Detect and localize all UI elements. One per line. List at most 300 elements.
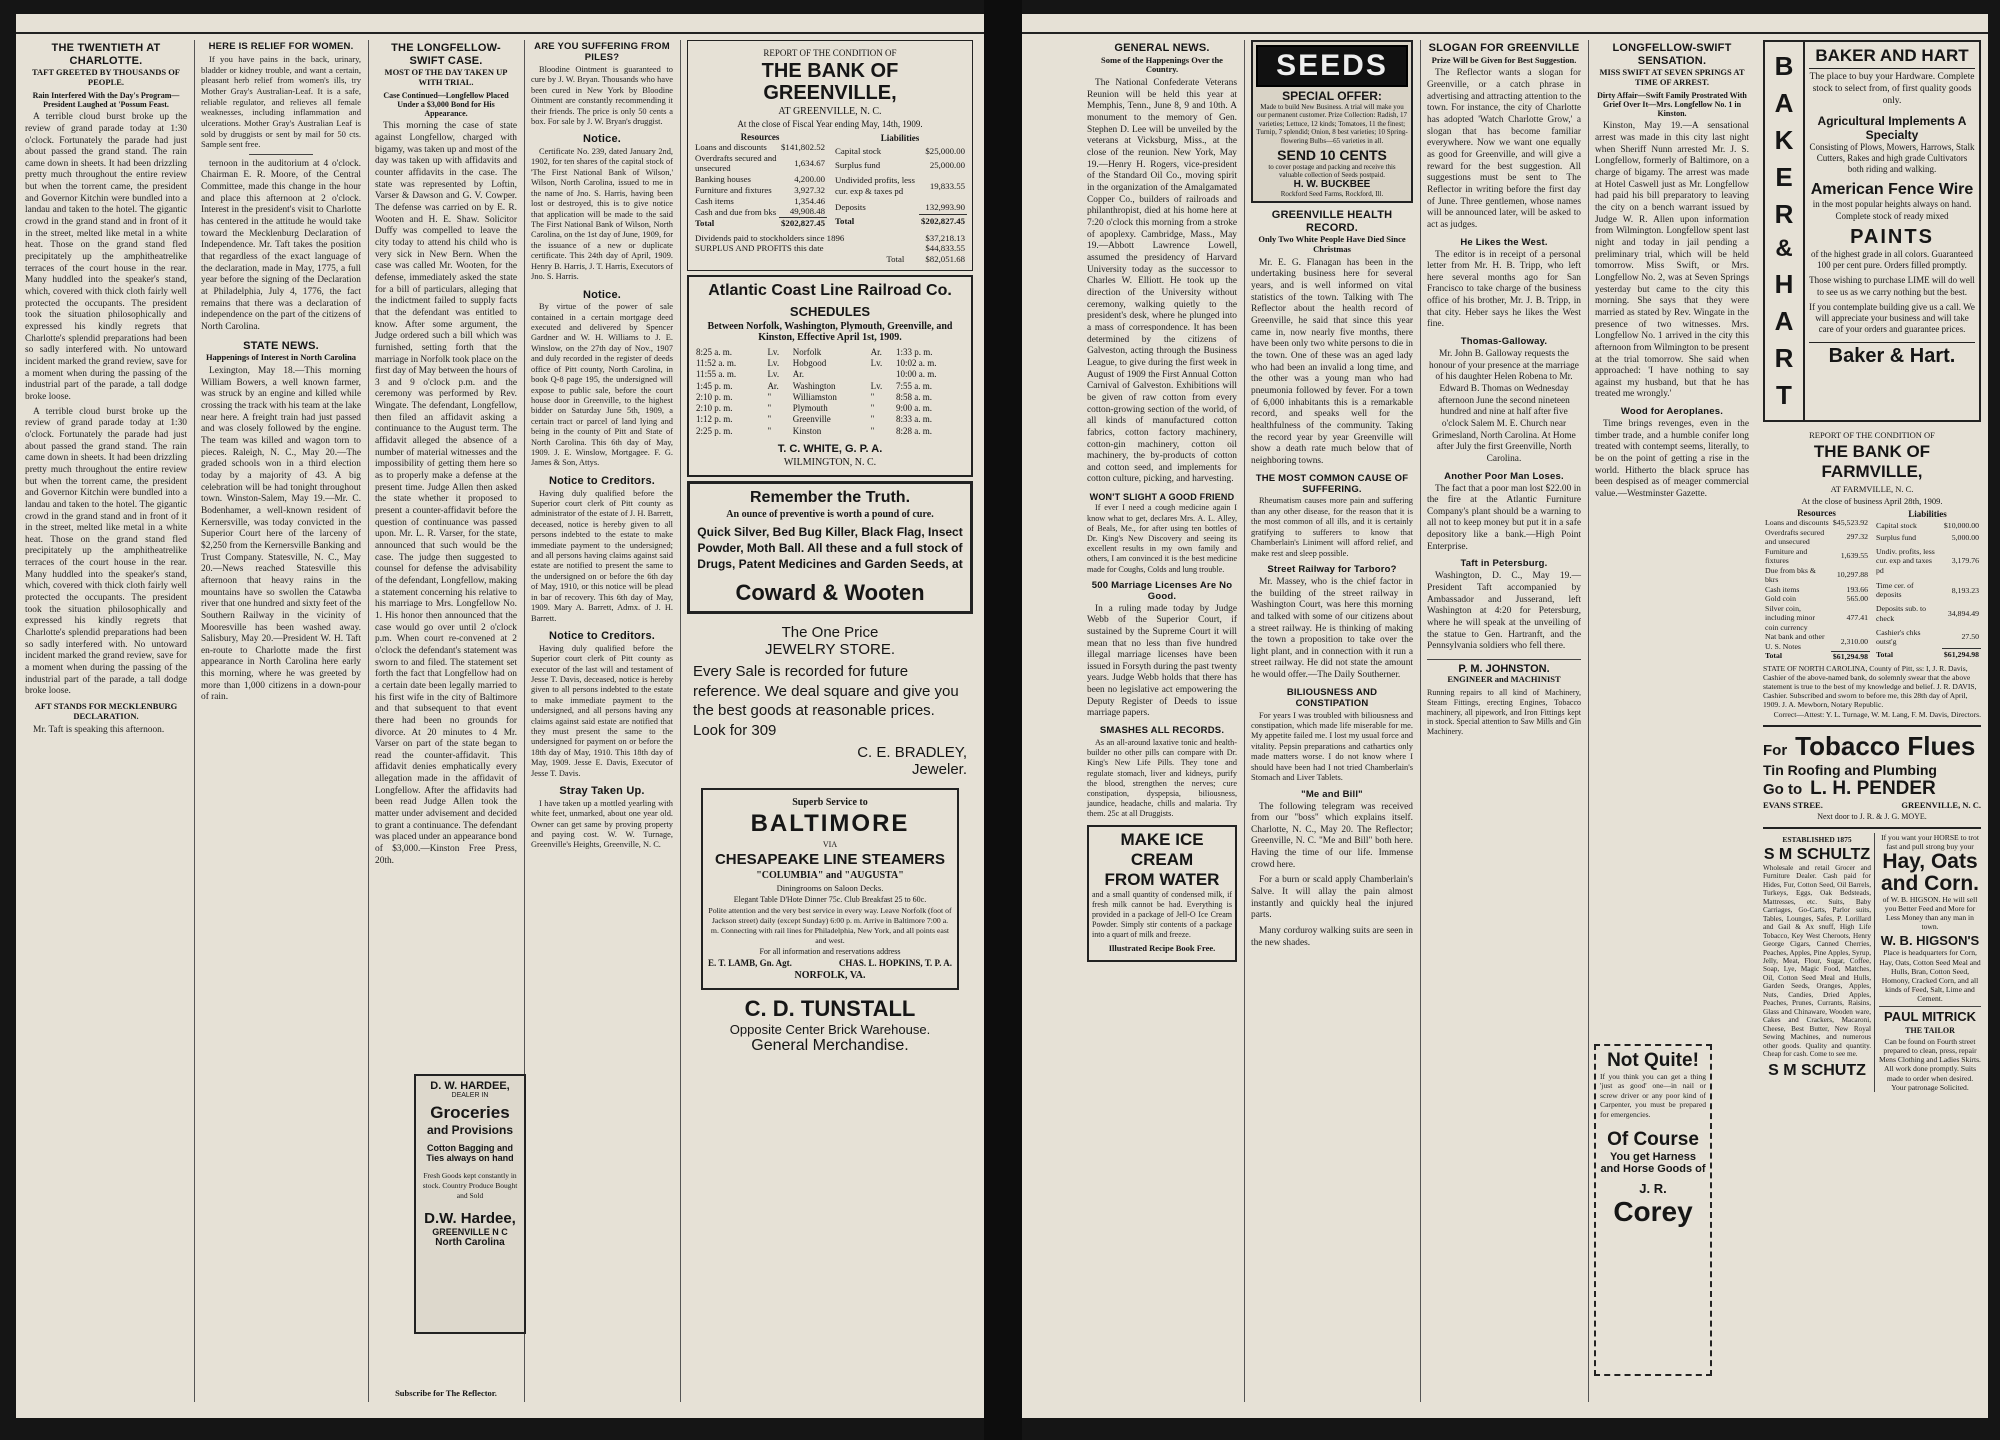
farmville-liability-row bbox=[1874, 520, 1981, 532]
balt-via: VIA bbox=[822, 840, 838, 850]
farmville-liability-label: Cashier's chks outst'g bbox=[1876, 627, 1921, 646]
seeds-send-body: to cover postage and packing and receive this valuable collection of Seeds postpaid. bbox=[1268, 162, 1396, 179]
balt-line: CHESAPEAKE LINE STEAMERS bbox=[714, 851, 946, 869]
bakerhart-lime: Those wishing to purchase LIME will do well to see us as we carry nothing but the best. bbox=[1809, 275, 1975, 297]
notquite-name-2: Corey bbox=[1613, 1196, 1693, 1228]
bank-resource-value: 4,200.00 bbox=[794, 174, 825, 185]
acl-schedule-row bbox=[694, 426, 966, 437]
bank-div-value: $37,218.13 bbox=[925, 232, 965, 243]
bakerhart-name: Baker & Hart. bbox=[1809, 342, 1975, 368]
hardee-ties: Ties always on hand bbox=[426, 1153, 514, 1163]
schultz-signature: S M SCHUTZ bbox=[1768, 1061, 1866, 1079]
ad-atlantic-coast-line bbox=[687, 275, 973, 477]
acl-schedule-cell: 2:10 p. m. bbox=[696, 403, 733, 414]
acl-schedule-cell: 1:12 p. m. bbox=[696, 414, 733, 425]
ad-seeds bbox=[1251, 40, 1413, 203]
acl-schedule-cell: Lv. bbox=[767, 358, 780, 369]
body-common-cause: Rheumatism causes more pain and suffering than any other disease, for the reason that it is the most common of all ills, and it is certainly gratifying to sufferers to know that Chamberlain's Liniment will afford relief, and make rest and sleep possible. bbox=[1251, 496, 1413, 558]
headline-health-record: GREENVILLE HEALTH RECORD. bbox=[1271, 208, 1393, 234]
bank-liability-label: Deposits bbox=[835, 201, 866, 212]
acl-title: Atlantic Coast Line Railroad Co. bbox=[708, 281, 952, 299]
farmville-liability-value: 27.50 bbox=[1961, 632, 1979, 641]
truth-body: Quick Silver, Bed Bug Killer, Black Flag, Insect Powder, Moth Ball. All these and a full stock of Drugs, Patent Medicines and Garden Seeds, at bbox=[697, 524, 963, 572]
tobacco-next: Next door to J. R. & J. G. MOYE. bbox=[1817, 811, 1927, 821]
balt-agent-1: E. T. LAMB, Gn. Agt. bbox=[708, 958, 792, 969]
bakerhart-paints: PAINTS bbox=[1850, 225, 1934, 248]
headline-piles: ARE YOU SUFFERING FROM PILES? bbox=[534, 41, 670, 63]
body-walking-suits: Many corduroy walking suits are seen in the new shades. bbox=[1251, 926, 1413, 948]
body-me-and-bill: The following telegram was received from our "boss" which explains itself. Charlotte, N. C., May 20. The Reflector; Greenville, N. C. "Me and Bill" both here. Having the time of our life. Immense crowd here. bbox=[1251, 801, 1413, 870]
jewelry-body: Every Sale is recorded for future reference. We deal square and give you the best goods at reasonable prices. Look for 309 bbox=[693, 663, 959, 739]
body-street-railway: Mr. Massey, who is the chief factor in the building of the street railway in Washington Court, was here this morning and talked with some of our citizens about a street railway. He is thinking of making the town a proposition to take over the light plant, and in connection with it run a street railway. He did not state the amount he would offer.—The Daily Southerner. bbox=[1251, 576, 1413, 681]
ad-schultz bbox=[1763, 833, 1875, 1092]
icecream-body: and a small quantity of condensed milk, if fresh milk cannot be had. Everything is provided in a package of Jell-O Ice Cream Powder. Simply stir contents of a package into a quart of milk and freeze. bbox=[1092, 890, 1232, 940]
farmville-resource-value: 297.32 bbox=[1846, 532, 1868, 542]
farmville-liability-value: 8,193.23 bbox=[1951, 585, 1979, 595]
acl-schedule-row bbox=[694, 392, 966, 403]
body-creditors-2: Having duly qualified before the Superior court clerk of Pitt county as executor of the last will and testament of Jesse T. Davis, deceased, notice is hereby given to all persons indebted to the estate to make immediate payment to the undersigned, and all persons having any claims against said estate are notified that they must present the same to the undersigned for payment on or before the 18th day of May, 1910. This 18th day of May, 1909. Jesse E. Davis, Executor of Jesse T. Davis. bbox=[531, 643, 673, 778]
acl-schedule-cell: " bbox=[767, 425, 772, 436]
farmville-resource-value: 565.00 bbox=[1846, 594, 1868, 603]
acl-schedule-cell: " bbox=[767, 403, 772, 414]
schultz-name: S M SCHULTZ bbox=[1763, 845, 1871, 863]
headline-notice-2: Notice. bbox=[582, 288, 622, 301]
deck-longfellow-sensation: Dirty Affair—Swift Family Prostrated With Grief Over It—Mrs. Longfellow No. 1 in Kinston. bbox=[1597, 90, 1747, 119]
farmville-resources-table bbox=[1763, 508, 1870, 661]
seeds-address: Rockford Seed Farms, Rockford, Ill. bbox=[1280, 189, 1384, 198]
top-rule bbox=[1022, 32, 1988, 34]
bakerhart-vertical-letter: A bbox=[1774, 87, 1794, 118]
ad-tobacco-flues bbox=[1763, 725, 1981, 829]
bank-liability-label: Total bbox=[835, 216, 855, 227]
column-rule bbox=[368, 40, 369, 1402]
farmville-resource-value: 193.66 bbox=[1846, 584, 1868, 594]
body-taft-continued: ternoon in the auditorium at 4 o'clock. Chairman E. R. Moore, of the Central Committee, made this change in the hour and place this afternoon at 2 o'clock. Interest in the president's visit to Charlotte has centered in the attitude he would take toward the Mecklenburg Declaration of Independence. Mr. Taft takes the position that regardless of the exact language of the declaration, made in May, 1775, a full year before the signing of the Declaration at Philadelphia, July 4, 1776, the fact remains that there was a declaration of independence on the part of the citizens of North Carolina. bbox=[201, 158, 361, 333]
acl-schedule-cell: Ar. bbox=[870, 346, 882, 357]
ad-mitrick bbox=[1879, 1006, 1981, 1092]
farmville-resource-value: 1,639.55 bbox=[1840, 551, 1868, 561]
bakerhart-ag-body: Consisting of Plows, Mowers, Harrows, Stalk Cutters, Rakes and high grade Cultivators both riding and walking. bbox=[1809, 141, 1975, 175]
deck-taft: Rain Interfered With the Day's Program—President Laughed at 'Possum Feast. bbox=[32, 90, 180, 109]
farmville-liabilities-heading: Liabilities bbox=[1908, 509, 1947, 520]
bank-resource-label: Total bbox=[695, 217, 715, 228]
acl-schedule-cell: 11:55 a. m. bbox=[696, 369, 737, 380]
column-taft bbox=[20, 40, 192, 1402]
farmville-liabilities-table bbox=[1874, 508, 1981, 661]
headline-common-cause: THE MOST COMMON CAUSE OF SUFFERING. bbox=[1255, 472, 1409, 495]
headline-aeroplanes: Wood for Aeroplanes. bbox=[1620, 406, 1724, 418]
bank-resource-label: Furniture and fixtures bbox=[695, 184, 772, 195]
bank-liability-label: Surplus fund bbox=[835, 160, 881, 171]
hay-name: W. B. HIGSON'S bbox=[1880, 933, 1980, 949]
hay-body: Place is headquarters for Corn, Hay, Oats, Cotton Seed Meal and Hulls, Bran, Cotton Seed, Homony, Cracked Corn, and all kinds of Feed, Salt, Lime and Cement. bbox=[1879, 948, 1981, 1003]
acl-schedule-cell: " bbox=[767, 414, 772, 425]
acl-schedule-cell: 8:58 a. m. bbox=[895, 391, 932, 402]
subhead-slogan: Prize Will be Given for Best Suggestion. bbox=[1431, 54, 1577, 65]
notquite-course: Of Course bbox=[1607, 1129, 1699, 1151]
divider bbox=[249, 154, 313, 155]
seeds-firm: H. W. BUCKBEE bbox=[1293, 178, 1371, 190]
body-good-friend: If ever I need a cough medicine again I know what to get, declares Mrs. A. L. Alley, of Beals, Me., for after using ten bottles of Dr. King's New Discovery and seeing its excellent results in my own family and others, I am convinced it is the best medicine made for Coughs, Colds and lung trouble. bbox=[1087, 503, 1237, 574]
farmville-resource-value: 477.41 bbox=[1846, 613, 1868, 622]
farmville-resource-label: Due from bks & bkrs bbox=[1765, 565, 1816, 584]
icecream-title: MAKE ICE CREAM bbox=[1120, 830, 1204, 870]
hardee-cotton: Cotton Bagging and bbox=[427, 1143, 513, 1153]
ad-not-quite bbox=[1594, 1044, 1712, 1376]
body-aeroplanes: Time brings revenges, even in the timber trade, and a humble conifer long treated with contempt seems, literally, to be on the point of getting a rise in the world. Hitherto the black spruce has been despised as of meager commercial value.—Westminster Gazette. bbox=[1595, 419, 1749, 499]
ad-baltimore-steamers bbox=[701, 788, 959, 990]
farmville-liability-label: Capital stock bbox=[1876, 521, 1917, 531]
headline-slogan: SLOGAN FOR GREENVILLE bbox=[1428, 42, 1580, 54]
farmville-resource-value: $61,294.98 bbox=[1832, 651, 1868, 661]
ad-bank-farmville bbox=[1763, 430, 1981, 719]
acl-schedule-cell: " bbox=[870, 425, 875, 436]
notquite-body: If you think you can get a thing 'just as good' one—in nail or screw driver or any poor kind of Carpenter, you must be prepared for emergencies. bbox=[1600, 1072, 1706, 1119]
hay-title: Hay, Oats and Corn. bbox=[1881, 849, 1979, 895]
subhead-general-news: Some of the Happenings Over the Country. bbox=[1101, 54, 1223, 75]
farmville-liability-value: 5,000.00 bbox=[1951, 533, 1979, 543]
body-slogan: The Reflector wants a slogan for Greenville, or a catch phrase in advertising and attracting attention to the town. For instance, the city of Charlotte has adopted 'Watch Charlotte Grow,' a slogan that has become familiar everywhere. Now we want one equally as good for Greenville, and will give a reward for the best suggestion. All suggestions must be sent to The Reflector in writing before the first day of June. Three gentlemen, whose names will be announced later, will be asked to act as judges. bbox=[1427, 68, 1581, 230]
balt-more: For all information and reservations address bbox=[759, 947, 901, 957]
headline-creditors-1: Notice to Creditors. bbox=[548, 474, 656, 487]
tunstall-trade: General Merchandise. bbox=[751, 1037, 909, 1055]
bank-resource-row bbox=[693, 206, 827, 217]
hay-lead: If you want your HORSE to trot fast and pull strong buy your bbox=[1881, 832, 1979, 851]
acl-schedule-cell: Lv. bbox=[767, 346, 780, 357]
bank-tables bbox=[693, 132, 967, 229]
bank-resource-row bbox=[693, 153, 827, 174]
tobacco-headline bbox=[1763, 731, 1981, 762]
body-wedding: Mr. John B. Galloway requests the honour of your presence at the marriage of his daughter Helen Robena to Mr. Edward B. Thomas on Wednesday afternoon June the second nineteen hundred and nine at half after five o'clock Salem M. E. Church near Grimesland, North Carolina. At Home after July the first Greenville, North Carolina. bbox=[1429, 349, 1579, 464]
farmville-resource-row bbox=[1763, 547, 1870, 566]
headline-longfellow-case: THE LONGFELLOW-SWIFT CASE. bbox=[391, 42, 501, 67]
subhead-taft: TAFT GREETED BY THOUSANDS OF PEOPLE. bbox=[32, 67, 180, 88]
icecream-title-2: FROM WATER bbox=[1104, 870, 1220, 890]
acl-schedules: SCHEDULES bbox=[789, 303, 871, 319]
bank-div-label: Dividends paid to stockholders since 1896 bbox=[695, 232, 845, 243]
seeds-body: Made to build New Business. A trial will make you our permanent customer. Prize Collection: Radish, 17 varieties; Lettuce, 12 kinds; Tomatoes, 11 the finest; Turnip, 7 splendid; Onion, 8 best varieties; 10 Spring-flowering Bulbs—65 varieties in all. bbox=[1256, 103, 1408, 145]
bakerhart-content bbox=[1809, 46, 1975, 416]
farmville-resource-row bbox=[1763, 632, 1870, 651]
acl-schedule-cell: Greenville bbox=[792, 414, 831, 425]
bank-label: REPORT OF THE CONDITION OF bbox=[763, 48, 897, 58]
bakerhart-vertical-letter: B bbox=[1774, 50, 1794, 81]
farmville-resource-label: Silver coin, including minor coin currency bbox=[1765, 603, 1816, 632]
bakerhart-vertical bbox=[1765, 42, 1805, 420]
headline-general-news: GENERAL NEWS. bbox=[1114, 42, 1210, 54]
headline-longfellow-sensation: LONGFELLOW-SWIFT SENSATION. bbox=[1612, 42, 1732, 67]
acl-schedule-row bbox=[694, 369, 966, 380]
acl-schedule-cell: " bbox=[870, 414, 875, 425]
acl-schedule-row bbox=[694, 358, 966, 369]
bank-resource-label: Loans and discounts bbox=[695, 142, 767, 152]
farmville-resource-value: 10,297.88 bbox=[1836, 570, 1868, 580]
tunstall-name: C. D. TUNSTALL bbox=[744, 996, 916, 1022]
jewelry-name: C. E. BRADLEY, bbox=[857, 744, 967, 762]
acl-schedule-cell: 1:33 p. m. bbox=[895, 346, 933, 357]
body-general-news: The National Confederate Veterans Reunion will be held this year at Memphis, Tenn., June 8, 9 and 10th. A monument to the memory of Gen. Stephen D. Lee will be unveiled by the veterans at Vicksburg, Miss., at the close of the reunion. New York, May 19.—Henry H. Rogers, vice-president of the Standard Oil Co., moving spirit in the organization of the Amalgamated Copper Co., builders of railroads and philanthropist, died at his home here at 7:20 o'clock this morning from a stroke of apoplexy. Cambridge, Mass., May 19.—Abbott Lawrence Lowell, assumed the presidency of Harvard University today as the successor to Charles W. Elliott. He took up the direction of the University without ceremony, walking quietly to the president's desk, where he plunged into a mass of correspondence. It has been determined by the citizens of Galveston, acting through the Business League, to give during the first week in August of 1909 the First Annual Cotton Carnival of Galveston. Exhibitions will be given of raw cotton from every cotton-growing section of the world, of all kinds of manufactured cotton fabrics, cotton factory machinery, cotton-gin machinery, cotton oil machinery, the by-products of cotton and cotton seed, and implements for cotton culture, picking, and harvesting. bbox=[1087, 78, 1237, 485]
farmville-resource-label: Overdrafts secured and unsecured bbox=[1765, 527, 1825, 546]
farmville-resource-row bbox=[1763, 594, 1870, 604]
balt-meals: Elegant Table D'Hote Dinner 75c. Club Breakfast 25 to 60c. bbox=[733, 895, 927, 905]
acl-schedule-cell: 1:45 p. m. bbox=[696, 380, 733, 391]
bank-resource-label: Cash and due from bks bbox=[695, 206, 777, 217]
bank-liability-label: Undivided profits, less cur. exp & taxes pd bbox=[835, 175, 915, 197]
headline-street-railway: Street Railway for Tarboro? bbox=[1267, 563, 1397, 575]
bank-liability-label: Capital stock bbox=[835, 146, 882, 157]
balt-city-2: NORFOLK, VA. bbox=[794, 970, 866, 982]
column-rule bbox=[680, 40, 681, 1402]
bank-resources-table bbox=[693, 132, 827, 229]
body-taft-repeat: A terrible cloud burst broke up the review of grand parade today at 1:30 o'clock. Fortunately the parade had just about passed the grand stand. The rain came down in sheets. It had been drizzling pretty much throughout the entire review but when the torrent came, the president and Governor Kitchin were bundled into a landau and taken to the hotel. The gigantic crowd in the grand stand and in front of it in the street, melted like metal in a white heat. Those on the grand stand fled precipitately up the amphitheatrelike terraces of the court house in the rear. Many huddled into the speaker's stand, which, covered with thick cloth fairly well protected the occupants. The president took the situation philosophically and expressed his kindly regrets that Charlotte's splendid preparations had been so sadly interfered with. No untoward incident marked the grand review, save for a moment when during the passing of the industrial part of the parade, a tall dodge broke loose. bbox=[25, 406, 187, 697]
balt-city: BALTIMORE bbox=[750, 810, 910, 838]
balt-agent-2: CHAS. L. HOPKINS, T. P. A. bbox=[838, 958, 952, 969]
body-smashes-records: As an all-around laxative tonic and health-builder no other pills can compare with Dr. King's New Life Pills. They tone and regulate stomach, liver and kidneys, purify the blood, strengthen the nerves; cure constipation, dyspepsia, biliousness, jaundice, headache, chills and malaria. Try them. 25c at all Druggists. bbox=[1087, 738, 1237, 819]
icecream-tag: Illustrated Recipe Book Free. bbox=[1108, 942, 1216, 953]
johnston-trade: ENGINEER and MACHINIST bbox=[1447, 673, 1561, 684]
bank-resource-value: 1,354.46 bbox=[794, 195, 825, 206]
body-health-record: Mr. E. G. Flanagan has been in the undertaking business here for several years, and is well informed on vital statistics of the town. Talking with The Reflector about the health record of Greenville, he said that since this year came in, now nearly five months, there have been only two white persons to die in the town. One of these was an aged lady who had been an invalid a long time, and the other was a young man who had pneumonia followed by fever. For a town of 6,000 inhabitants this is a remarkable record, and speaks well for the healthfulness of the community. Taking the record year by year Greenville will show a death rate much below that of neighboring towns. bbox=[1251, 257, 1413, 466]
column-general-news bbox=[1082, 40, 1242, 1402]
ads-bottom-row bbox=[1763, 833, 1981, 1092]
acl-schedule-cell: Hobgood bbox=[792, 358, 827, 369]
bank-liability-row bbox=[833, 214, 967, 228]
balt-agents bbox=[708, 958, 952, 968]
jewelry-title: The One Price bbox=[781, 624, 879, 642]
acl-schedule-cell: Lv. bbox=[870, 380, 883, 391]
farmville-place: AT FARMVILLE, N. C. bbox=[1830, 484, 1914, 494]
acl-city: WILMINGTON, N. C. bbox=[783, 456, 877, 468]
farmville-resource-row bbox=[1763, 528, 1870, 547]
headline-good-friend: WON'T SLIGHT A GOOD FRIEND bbox=[1089, 492, 1235, 503]
bakerhart-vertical-letter: E bbox=[1775, 161, 1793, 192]
acl-schedule-row bbox=[694, 347, 966, 358]
farmville-resource-value: $45,523.92 bbox=[1832, 518, 1868, 527]
body-piles: Bloodine Ointment is guaranteed to cure by J. W. Bryan. Thousands who have been cured in New York by Bloodine Ointment are constantly recommending it their friends. The price is only 50 cents a box. For sale by J. W. Bryan's druggist. bbox=[531, 64, 673, 126]
truth-line: An ounce of preventive is worth a pound of cure. bbox=[726, 508, 934, 520]
tobacco-city: GREENVILLE, N. C. bbox=[1901, 799, 1981, 810]
farmville-resource-value: 2,310.00 bbox=[1840, 636, 1868, 646]
bank-liabilities-table bbox=[833, 132, 967, 229]
ad-hardee bbox=[414, 1074, 526, 1334]
body-biliousness: For years I was troubled with biliousness and constipation, which made life miserable for me. My appetite failed me. I lost my usual force and vitality. Pepsin preparations and cathartics only made matters worse. I do not know where I should have been had I not tried Chamberlain's Stomach and Liver Tablets. bbox=[1251, 710, 1413, 783]
body-taft-petersburg: Washington, D. C., May 19.—President Taft accompanied by Ambassador and Jusserand, left Washington at 4:20 for Petersburg, where he will speak at the unveiling of the statue to Gen. Hartranft, and the Pennsylvania soldiers who fell there. bbox=[1427, 571, 1581, 652]
body-longfellow-case: This morning the case of state against Longfellow, charged with bigamy, was taken up and most of the day was taken up with affidavits and counter affidavits in the case. The state was represented by Loftin, Varser & Dawson and G. V. Cowper. The defense was carried on by E. R. Wooten and H. E. Shaw. Solicitor Duffy was compelled to leave the city today to attend his child who is very sick in New Bern. When the case was called Mr. Wooten, for the defense, immediately asked the state for a bill of particulars, alleging that the indictment failed to supply facts that the defendant was entitled to know. After some argument, the Judge ordered such a bill which was furnished, setting forth that the marriage in Norfolk took place on the first day of May between the hours of 3 and 9 o'clock p.m. and the ceremony was performed by Rev. Wingate. The defendant, Longfellow, then filed an affidavit asking a continuance to the August term. The affidavit alleged the absence of a number of material witnesses and the impossibility of getting them here so as to properly make a defense at the present time. Judge Allen then asked the state whether it proposed to present a counter-affidavit before the question of continuance was passed upon. Mr. L. R. Varser, for the state, announced that such would be the case. The judge then suggested to counsel for defense the advisability of the defendant, Longfellow, making a statement concerning his relative to his marriage to Mrs. Longfellow No. 1. His honor then announced that the case would go over until 2 o'clock p.m. When court re-convened at 2 o'clock the defendant's statement was sworn to and filed. The statement set forth the fact that Longfellow had on a certain date been legally married to his first wife in the city of Baltimore and that subsequent to that event there had been no grounds for divorce. At 20 minutes to 4 Mr. Varser on part of the state began to read the counter-affidavit. This affidavit denies emphatically every allegation made in the affidavit of Longfellow. After the affidavits had been read Judge Allen took the matter under advisement and decided to grant a continuance. The defendant was placed under an appearance bond of $3,000.—Kinston Free Press, 20th. bbox=[375, 121, 517, 866]
newspaper-page-right bbox=[1022, 14, 1988, 1418]
acl-schedule-cell: Norfolk bbox=[792, 346, 822, 357]
bank-resource-row bbox=[693, 174, 827, 185]
bank-resource-row bbox=[693, 196, 827, 207]
bank-liability-row bbox=[833, 172, 967, 200]
body-poor-man: The fact that a poor man lost $22.00 in the fire at the Atlantic Furniture Company's plant should be a warning to all not to keep money but put it in a safe depository like a bank.—High Point Enterprise. bbox=[1427, 483, 1581, 552]
mitrick-name: PAUL MITRICK bbox=[1884, 1009, 1976, 1025]
bank-total-value: $82,051.68 bbox=[925, 254, 965, 265]
acl-schedule-cell: " bbox=[870, 391, 875, 402]
body-notice-2: By virtue of the power of sale contained in a certain mortgage deed executed and delivered by Spencer Gardner and W. H. Williams to J. E. Winslow, on the 27th day of Nov., 1907 and duly recorded in the register of deeds office of Pitt county, North Carolina, in book Q-8 page 195, the undersigned will expose to public sale, before the court house door in Greenville, to the highest bidder on Saturday June 5th, 1909, a certain tract or parcel of land lying and being in the county of Pitt and State of North Carolina. This 6th day of May, 1909. J. E. Winslow, Mortgagee. F. G. James & Son, Attys. bbox=[531, 302, 673, 468]
acl-schedule-row bbox=[694, 414, 966, 425]
hardee-name: D.W. Hardee, bbox=[424, 1210, 516, 1228]
acl-schedule-cell: 7:55 a. m. bbox=[895, 380, 932, 391]
headline-stray: Stray Taken Up. bbox=[559, 785, 645, 798]
farmville-resource-label: Cash items bbox=[1765, 584, 1800, 594]
mitrick-body: Can be found on Fourth street prepared to clean, press, repair Mens Clothing and Ladies Skirts. All work done promptly. Suits made to order when desired. Your patronage Solicited. bbox=[1879, 1037, 1981, 1092]
bank-surplus-label: SURPLUS AND PROFITS this date bbox=[695, 243, 824, 254]
headline-relief: HERE IS RELIEF FOR WOMEN. bbox=[208, 41, 354, 52]
farmville-liability-row bbox=[1874, 544, 1981, 579]
balt-ships: "COLUMBIA" and "AUGUSTA" bbox=[756, 870, 904, 882]
bakerhart-paints-body: of the highest grade in all colors. Guaranteed 100 per cent pure. Orders filled promptly. bbox=[1811, 248, 1973, 271]
bank-liability-row bbox=[833, 145, 967, 159]
farmville-resource-label: Gold coin bbox=[1765, 594, 1796, 603]
farmville-liability-value: $61,294.98 bbox=[1943, 650, 1979, 660]
acl-schedule-cell: Kinston bbox=[792, 425, 822, 436]
notquite-course-2: You get Harness and Horse Goods of bbox=[1600, 1151, 1706, 1176]
tobacco-street: EVANS STREE. bbox=[1763, 799, 1823, 810]
deck-longfellow-case: Case Continued—Longfellow Placed Under a $3,000 Bond for His Appearance. bbox=[383, 90, 509, 119]
seeds-offer: SPECIAL OFFER: bbox=[1282, 89, 1382, 103]
column-rule bbox=[1244, 40, 1245, 1402]
tobacco-address bbox=[1763, 800, 1981, 810]
hardee-place: GREENVILLE N C bbox=[432, 1227, 508, 1238]
bank-resource-value: $141,802.52 bbox=[781, 142, 825, 152]
column-right-ads bbox=[682, 40, 978, 1402]
body-mecklenburg: Mr. Taft is speaking this afternoon. bbox=[33, 724, 165, 735]
truth-title: Remember the Truth. bbox=[749, 488, 911, 506]
bakerhart-vertical-letter: R bbox=[1774, 343, 1794, 374]
farmville-liability-row bbox=[1874, 579, 1981, 602]
acl-schedule-cell: Ar. bbox=[792, 369, 805, 380]
hardee-state: North Carolina bbox=[435, 1237, 505, 1249]
headline-notice-1: Notice. bbox=[582, 133, 622, 146]
acl-schedule-cell: 10:02 a. m. bbox=[895, 358, 937, 369]
balt-service: Superb Service to bbox=[792, 797, 868, 809]
column-slogan bbox=[1422, 40, 1586, 1402]
farmville-resource-label: Loans and discounts bbox=[1765, 518, 1829, 527]
farmville-title: THE BANK OF FARMVILLE, bbox=[1813, 442, 1931, 481]
hardee-groceries: Groceries bbox=[430, 1103, 510, 1122]
hay-of: of W. B. HIGSON. He will sell you Better Feed and More for Less Money than any man in town. bbox=[1882, 894, 1978, 932]
acl-schedule-cell: 11:52 a. m. bbox=[696, 358, 737, 369]
jewelry-title-2: JEWELRY STORE. bbox=[764, 641, 896, 659]
acl-schedule-cell bbox=[869, 369, 894, 380]
headline-likes-west: He Likes the West. bbox=[1460, 236, 1548, 248]
headline-biliousness: BILIOUSNESS AND CONSTIPATION bbox=[1286, 686, 1378, 709]
column-notices bbox=[526, 40, 678, 1402]
ad-baker-hart bbox=[1763, 40, 1981, 422]
tunstall-location: Opposite Center Brick Warehouse. bbox=[729, 1022, 931, 1038]
schultz-body: Wholesale and retail Grocer and Furniture Dealer. Cash paid for Hides, Fur, Cotton Seed, Oil Barrels, Turkeys, Eggs, Oak Bedsteads, Mattresses, etc. Suits, Baby Carriages, Go-Carts, Parlor suits, Tables, Lounges, Safes, P. Lorillard and Gail & Ax snuff, High Life Tobacco, Key West Cheroots, Henry George Cigars, Canned Cherries, Peaches, Apples, Pine Apples, Syrup, Jelly, Meat, Flour, Sugar, Coffee, Soap, Lye, Magic Food, Matches, Oil, Cotton Seed Meal and Hulls, Garden Seeds, Oranges, Apples, Nuts, Candies, Dried Apples, Peaches, Prunes, Currants, Raisins, Glass and Chinaware, Wooden ware, Cakes and Crackers, Macaroni, Cheese, Best Butter, New Royal Sewing Machines, and numerous other goods. Quality and quantity. Cheap for cash. Come to see me. bbox=[1763, 863, 1871, 1059]
farmville-resource-row bbox=[1763, 651, 1870, 661]
bank-resource-value: 3,927.32 bbox=[794, 184, 825, 195]
column-state-news bbox=[196, 40, 366, 1402]
hardee-provisions: and Provisions bbox=[426, 1123, 514, 1137]
acl-schedule-row bbox=[694, 381, 966, 392]
bakerhart-fence: American Fence Wire bbox=[1810, 181, 1974, 199]
bank-resource-value: $202,827.45 bbox=[781, 218, 825, 229]
farmville-label: REPORT OF THE CONDITION OF bbox=[1809, 430, 1935, 440]
notquite-title: Not Quite! bbox=[1607, 1050, 1699, 1071]
farmville-liability-value: 34,894.49 bbox=[1947, 608, 1979, 618]
acl-schedule-cell: 2:10 p. m. bbox=[696, 391, 733, 402]
balt-info: Polite attention and the very best service in every way. Leave Norfolk (foot of Jackson street) daily (except Sunday) 6:00 p. m. Arrive in Baltimore 7:00 a. m. Connecting with rail lines for Philadelphia, New York, and all points east and west. bbox=[708, 906, 952, 945]
bank-dividends bbox=[693, 233, 967, 265]
subhead-mecklenburg: AFT STANDS FOR MECKLENBURG DECLARATION. bbox=[34, 701, 178, 721]
bank-resource-label: Overdrafts secured and unsecured bbox=[695, 152, 777, 174]
acl-schedule-cell: 8:28 a. m. bbox=[895, 425, 932, 436]
jewelry-trade: Jeweler. bbox=[911, 761, 967, 779]
bank-title: THE BANK OF GREENVILLE, bbox=[761, 60, 899, 104]
column-right-ads bbox=[1758, 40, 1986, 1402]
bank-liability-row bbox=[833, 200, 967, 214]
acl-between: Between Norfolk, Washington, Plymouth, Greenville, and Kinston, Effective April 1st, 1909. bbox=[707, 320, 953, 343]
tobacco-name: L. H. PENDER bbox=[1810, 777, 1936, 799]
acl-schedule-cell: " bbox=[767, 391, 772, 402]
body-creditors-1: Having duly qualified before the Superior court clerk of Pitt county as administrator of the estate of J. H. Barrett, deceased, notice is hereby given to all persons indebted to the estate to make immediate payment to the undersigned; and all persons having claims against said estate are notified to present the same to the undersigned on or before the 6th day of May, 1910, or this notice will be plead in bar of recovery. This 6th day of May, 1909. Mary A. Barrett, Admx. of J. H. Barrett. bbox=[531, 488, 673, 623]
column-rule bbox=[1420, 40, 1421, 1402]
acl-schedule-table bbox=[694, 347, 966, 437]
acl-schedule-cell: 8:33 a. m. bbox=[895, 414, 932, 425]
bank-resource-row bbox=[693, 142, 827, 153]
bank-resource-row bbox=[693, 218, 827, 229]
farmville-date: At the close of business April 28th, 1909. bbox=[1801, 496, 1943, 506]
bank-liability-row bbox=[833, 159, 967, 173]
subhead-health-record: Only Two White People Have Died Since Christmas bbox=[1258, 234, 1406, 254]
bank-resources-heading: Resources bbox=[740, 132, 780, 142]
column-rule bbox=[1588, 40, 1589, 1402]
farmville-liability-label: Surplus fund bbox=[1876, 533, 1917, 543]
bank-liability-value: 132,993.90 bbox=[925, 201, 965, 212]
tobacco-title: Tobacco Flues bbox=[1795, 730, 1976, 761]
johnston-body: Running repairs to all kind of Machinery, Steam Fittings, erecting Engines, Tobacco machinery, all pipework, and Iron Fittings kept in stock. Special attention to Saw Mills and Gin Machinery. bbox=[1427, 687, 1581, 737]
bank-total-label: Total bbox=[886, 254, 905, 265]
acl-schedule-cell: Williamston bbox=[792, 391, 837, 402]
headline-me-and-bill: "Me and Bill" bbox=[1301, 788, 1363, 800]
bakerhart-ag: Agricultural Implements A Specialty bbox=[1817, 113, 1967, 142]
bank-liability-value: 19,833.55 bbox=[929, 180, 965, 191]
bakerhart-vertical-letter: & bbox=[1775, 235, 1793, 263]
acl-schedule-cell: Washington bbox=[792, 380, 836, 391]
bakerhart-vertical-letter: H bbox=[1774, 269, 1794, 300]
acl-schedule-row bbox=[694, 403, 966, 414]
body-burn: For a burn or scald apply Chamberlain's Salve. It will allay the pain almost instantly and quickly heal the injured parts. bbox=[1251, 875, 1413, 921]
farmville-liability-row bbox=[1874, 602, 1981, 625]
column-health bbox=[1246, 40, 1418, 1402]
page-gutter bbox=[984, 0, 1022, 1440]
bank-surplus-value: $44,833.55 bbox=[925, 243, 965, 254]
bakerhart-vertical-letter: A bbox=[1774, 306, 1794, 337]
headline-marriage-licenses: 500 Marriage Licenses Are No Good. bbox=[1091, 579, 1233, 602]
bakerhart-vertical-letter: K bbox=[1774, 124, 1794, 155]
body-taft: A terrible cloud burst broke up the review of grand parade today at 1:30 o'clock. Fortunately the parade had just about passed the grand stand. The rain came down in sheets. It had been drizzling pretty much throughout the entire review but when the torrent came, the president and Governor Kitchin were bundled into a landau and taken to the hotel. The gigantic crowd in the grand stand and in front of it in the street, melted like metal in a white heat. Those on the grand stand fled precipitately up the amphitheatrelike terraces of the court house in the rear. Many huddled into the speaker's stand, which, covered with thick cloth fairly well protected the occupants. The president took the situation philosophically and expressed his kindly regrets that Charlotte's splendid preparations had been so sadly interfered with. No untoward incident marked the grand review, save for a moment when during the passing of the industrial part of the parade, a tall dodge broke loose. bbox=[25, 112, 187, 402]
body-stray: I have taken up a mottled yearling with white feet, unmarked, about one year old. Owner can get same by proving property and paying cost. W. W. Turnage, Greenville's Heights, Greenville, N. C. bbox=[531, 798, 673, 850]
body-relief: If you have pains in the back, urinary, bladder or kidney trouble, and want a certain, pleasant herb relief from women's ills, try Mother Gray's Australian-Leaf. It is a safe, reliable regulator, and relieves all female weaknesses, including inflammation and ulcerations. Mother Gray's Australian Leaf is sold by druggists or sent by mail for 50 cts. Sample sent free. bbox=[201, 53, 361, 150]
farmville-resource-row bbox=[1763, 566, 1870, 585]
farmville-resource-label: Total bbox=[1765, 651, 1783, 661]
acl-schedule-cell: Plymouth bbox=[792, 403, 828, 414]
bank-liability-value: $25,000.00 bbox=[925, 146, 965, 157]
headline-creditors-2: Notice to Creditors. bbox=[548, 630, 656, 643]
farmville-resource-row bbox=[1763, 585, 1870, 595]
subhead-longfellow-case: MOST OF THE DAY TAKEN UP WITH TRIAL. bbox=[384, 67, 508, 88]
schultz-est: ESTABLISHED 1875 bbox=[1782, 834, 1852, 844]
body-likes-west: The editor is in receipt of a personal letter from Mr. H. B. Tripp, who left here several months ago for San Francisco to take charge of the business office of his brother, Mr. J. B. Tripp, in that city. Heber says he likes the West fine. bbox=[1427, 249, 1581, 330]
bank-resource-row bbox=[693, 185, 827, 196]
ad-jewelry bbox=[687, 620, 973, 782]
body-notice-1: Certificate No. 239, dated January 2nd, 1902, for ten shares of the capital stock of 'The First National Bank of Wilson,' Wilson, North Carolina, issued to me in the name of Jno. S. Harris, having been lost or destroyed, this is to give notice that application will be made to the said The First National Bank of Wilson, North Carolina, on the 1st day of June, 1909, for the issuance of a new or duplicate certificate. This 24th day of April, 1909. Henry B. Harris, J. T. Harris, Executors of Jno. S. Harris. bbox=[531, 147, 673, 282]
acl-schedule-cell: 10:00 a. m. bbox=[895, 369, 937, 380]
johnston-name: P. M. JOHNSTON. bbox=[1458, 662, 1550, 675]
ad-hay-mitrick bbox=[1879, 833, 1981, 1092]
